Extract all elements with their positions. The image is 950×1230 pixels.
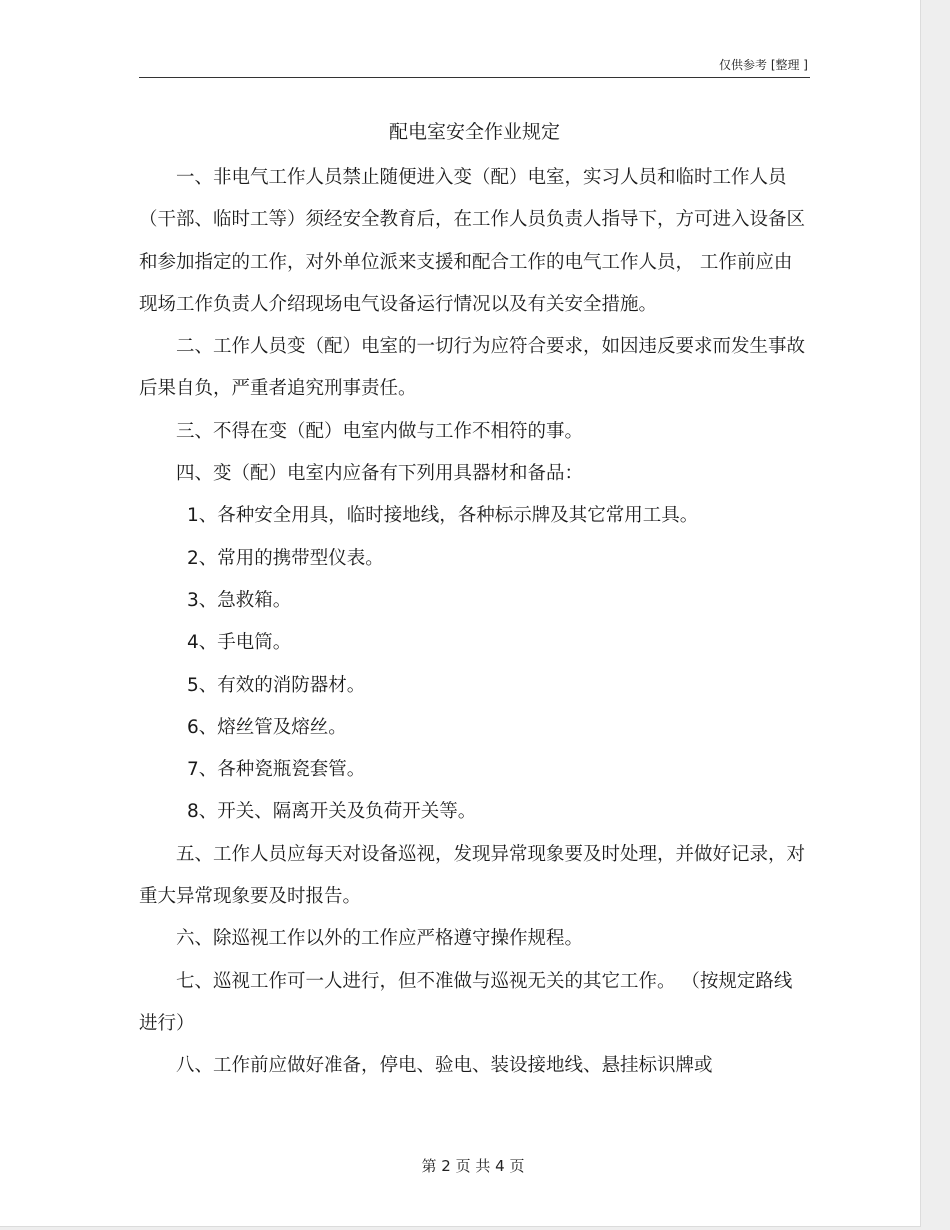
header-note: 仅供参考 [整理 ] — [719, 58, 808, 72]
paragraph: 四、变（配）电室内应备有下列用具器材和备品： — [176, 463, 584, 485]
paragraph: 五、工作人员应每天对设备巡视，发现异常现象要及时处理，并做好记录，对重大异常现象要及时报告。 — [139, 843, 806, 908]
paragraph: 八、工作前应做好准备，停电、验电、装设接地线、悬挂标识牌或 — [176, 1055, 713, 1077]
document-title: 配电室安全作业规定 — [388, 121, 560, 143]
paragraph: 三、不得在变（配）电室内做与工作不相符的事。 — [176, 420, 584, 442]
paragraph: 二、工作人员变（配）电室的一切行为应符合要求，如因违反要求而发生事故后果自负，严重者追究刑事责任。 — [139, 336, 806, 400]
list-item: 3、急救箱。 — [187, 589, 292, 611]
list-item: 5、有效的消防器材。 — [187, 674, 366, 696]
header-divider — [139, 77, 810, 78]
paragraph: 一、非电气工作人员禁止随便进入变（配）电室，实习人员和临时工作人员（干部、临时工等）须经安全教育后，在工作人员负责人指导下，方可进入设备区和参加指定的工作，对外单位派来支援和配合工作的电气工作人员， 工作前应由现场工作负责人介绍现场电气设备运行情况以及有关安全措施。 — [139, 167, 806, 315]
document-body — [139, 157, 810, 1088]
list-item: 7、各种瓷瓶瓷套管。 — [187, 759, 366, 781]
list-item: 6、熔丝管及熔丝。 — [187, 716, 347, 738]
list-item: 1、各种安全用具，临时接地线，各种标示牌及其它常用工具。 — [187, 505, 699, 527]
list-item: 2、常用的携带型仪表。 — [187, 547, 384, 569]
paragraph: 六、除巡视工作以外的工作应严格遵守操作规程。 — [176, 928, 584, 950]
page-number: 第 2 页 共 4 页 — [421, 1157, 525, 1175]
list-item: 4、手电筒。 — [187, 632, 292, 654]
paragraph: 七、巡视工作可一人进行，但不准做与巡视无关的其它工作。 （按规定路线进行） — [139, 970, 793, 1034]
list-item: 8、开关、隔离开关及负荷开关等。 — [187, 801, 477, 823]
